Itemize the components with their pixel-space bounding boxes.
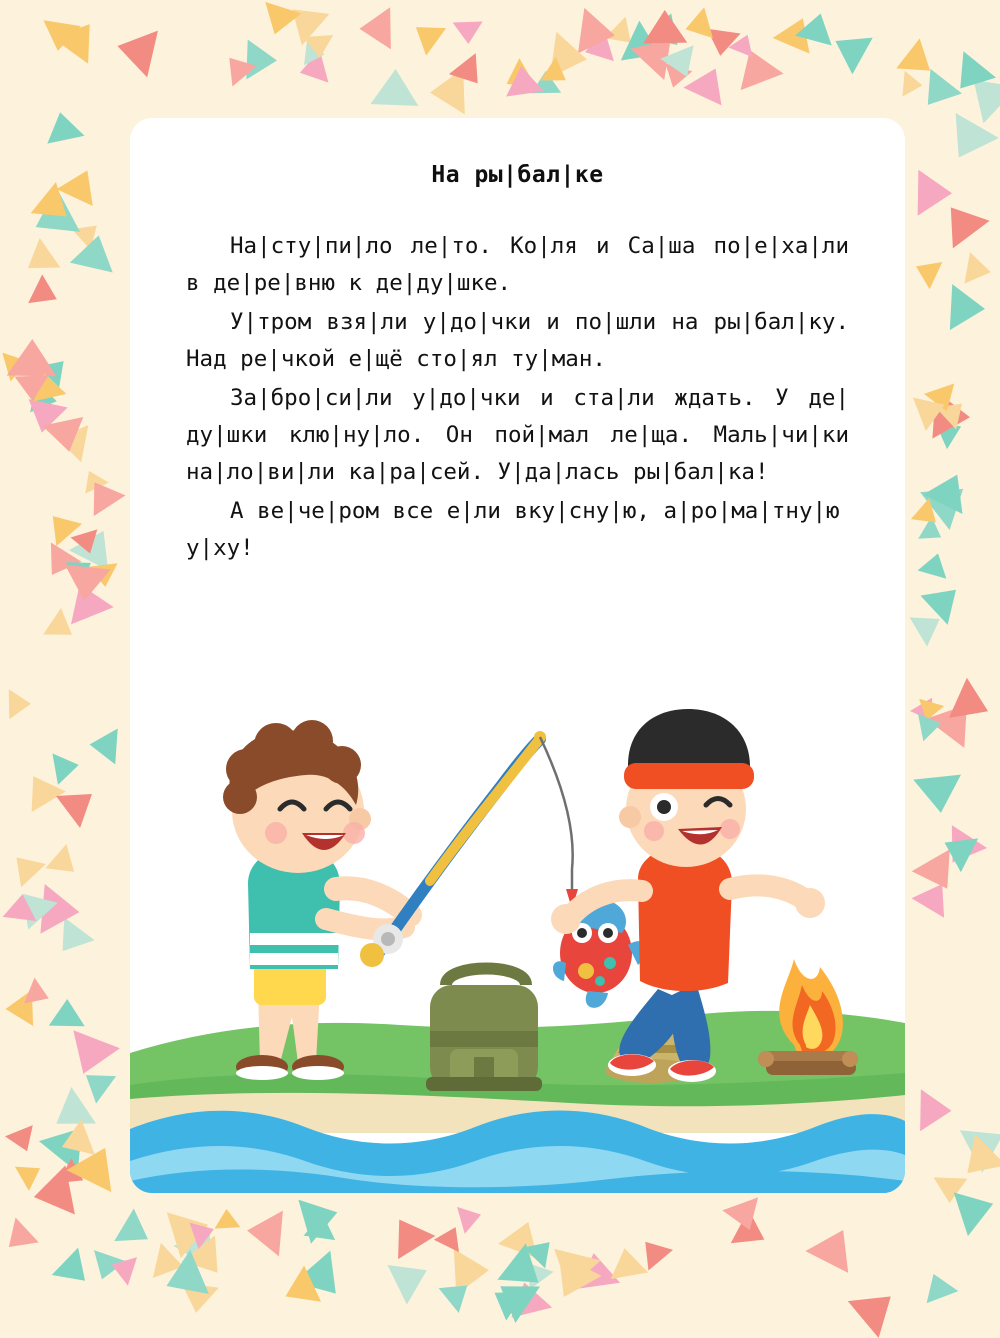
confetti-triangle bbox=[303, 35, 334, 59]
confetti-triangle bbox=[88, 727, 117, 765]
confetti-triangle bbox=[541, 57, 574, 92]
confetti-triangle bbox=[56, 778, 104, 828]
story-illustration bbox=[130, 633, 905, 1193]
confetti-triangle bbox=[86, 1250, 126, 1285]
confetti-triangle bbox=[944, 51, 996, 102]
confetti-triangle bbox=[5, 990, 33, 1027]
confetti-triangle bbox=[643, 9, 688, 43]
confetti-triangle bbox=[30, 381, 60, 417]
confetti-triangle bbox=[167, 1202, 215, 1258]
confetti-triangle bbox=[170, 1262, 206, 1301]
confetti-triangle bbox=[910, 697, 942, 727]
confetti-triangle bbox=[113, 23, 159, 78]
confetti-triangle bbox=[503, 63, 545, 96]
confetti-triangle bbox=[683, 60, 734, 106]
confetti-triangle bbox=[952, 1134, 1000, 1188]
confetti-triangle bbox=[7, 339, 58, 377]
confetti-triangle bbox=[359, 8, 391, 51]
confetti-triangle bbox=[449, 53, 491, 94]
confetti-triangle bbox=[498, 59, 535, 99]
illustration-svg bbox=[130, 633, 905, 1193]
confetti-triangle bbox=[910, 605, 949, 647]
confetti-triangle bbox=[948, 677, 996, 731]
confetti-triangle bbox=[660, 46, 703, 85]
confetti-triangle bbox=[245, 1208, 283, 1257]
confetti-triangle bbox=[43, 608, 81, 648]
confetti-triangle bbox=[406, 13, 446, 55]
confetti-triangle bbox=[380, 1208, 435, 1259]
confetti-triangle bbox=[504, 1278, 552, 1318]
story-paragraph-4: А ве|че|ром все е|ли вку|сну|ю, а|ро|ма|тну|ю у|ху! bbox=[186, 498, 840, 561]
confetti-triangle bbox=[580, 29, 614, 69]
confetti-triangle bbox=[937, 113, 999, 170]
confetti-triangle bbox=[453, 21, 484, 44]
confetti-triangle bbox=[429, 68, 465, 115]
confetti-triangle bbox=[439, 1273, 478, 1313]
confetti-triangle bbox=[52, 1248, 99, 1295]
confetti-triangle bbox=[703, 29, 740, 58]
confetti-triangle bbox=[46, 844, 85, 884]
confetti-triangle bbox=[387, 1251, 436, 1305]
confetti-triangle bbox=[2, 347, 31, 382]
confetti-triangle bbox=[542, 1254, 601, 1308]
page-title: На ры|бал|ке bbox=[431, 162, 604, 188]
confetti-triangle bbox=[174, 1218, 229, 1269]
confetti-triangle bbox=[918, 710, 944, 741]
confetti-triangle bbox=[578, 8, 618, 58]
confetti-triangle bbox=[304, 40, 326, 68]
confetti-triangle bbox=[38, 1112, 100, 1172]
confetti-triangle bbox=[722, 1198, 767, 1237]
confetti-triangle bbox=[933, 390, 972, 440]
confetti-triangle bbox=[279, 0, 330, 45]
story-paragraph-1: На|сту|пи|ло ле|то. Ко|ля и Са|ша по|е|ха|ли в де|ре|вню к де|ду|шке. bbox=[186, 233, 849, 296]
story-paragraph-3: За|бро|си|ли у|до|чки и ста|ли ждать. У де|ду|шки клю|ну|ло. Он пой|мал ле|ща. Маль|чи|ки на|ло|ви|ли ка|ра|сей. У|да|лась ры|бал|ка! bbox=[186, 385, 849, 485]
confetti-triangle bbox=[298, 1190, 343, 1244]
confetti-triangle bbox=[605, 1245, 647, 1279]
confetti-triangle bbox=[56, 1119, 96, 1165]
confetti-triangle bbox=[3, 892, 40, 921]
confetti-triangle bbox=[434, 1221, 468, 1252]
confetti-triangle bbox=[44, 1088, 96, 1143]
confetti-triangle bbox=[956, 61, 1000, 123]
confetti-triangle bbox=[114, 1209, 158, 1256]
confetti-triangle bbox=[76, 1062, 116, 1104]
confetti-triangle bbox=[917, 1268, 958, 1304]
confetti-triangle bbox=[805, 1219, 864, 1273]
confetti-triangle bbox=[912, 69, 962, 117]
confetti-triangle bbox=[58, 575, 113, 624]
confetti-triangle bbox=[69, 521, 123, 570]
confetti-triangle bbox=[910, 498, 944, 533]
confetti-triangle bbox=[921, 1089, 953, 1132]
confetti-triangle bbox=[954, 1182, 1000, 1236]
confetti-triangle bbox=[294, 1251, 354, 1310]
confetti-triangle bbox=[9, 689, 32, 719]
confetti-triangle bbox=[277, 1266, 321, 1315]
confetti-triangle bbox=[913, 388, 951, 431]
confetti-triangle bbox=[918, 169, 953, 216]
confetti-triangle bbox=[936, 393, 973, 430]
confetti-triangle bbox=[24, 978, 54, 1012]
confetti-triangle bbox=[631, 24, 688, 80]
confetti-triangle bbox=[153, 1243, 187, 1284]
confetti-triangle bbox=[60, 1030, 120, 1082]
confetti-triangle bbox=[932, 194, 989, 249]
confetti-triangle bbox=[730, 1210, 773, 1257]
confetti-triangle bbox=[488, 1268, 540, 1323]
confetti-triangle bbox=[24, 188, 80, 250]
confetti-triangle bbox=[497, 1244, 552, 1301]
confetti-triangle bbox=[498, 1215, 548, 1258]
confetti-triangle bbox=[773, 11, 822, 54]
confetti-triangle bbox=[39, 21, 81, 55]
confetti-triangle bbox=[660, 63, 693, 91]
confetti-triangle bbox=[633, 1232, 673, 1271]
confetti-triangle bbox=[217, 48, 257, 87]
confetti-triangle bbox=[303, 1212, 338, 1240]
confetti-triangle bbox=[77, 466, 109, 494]
confetti-triangle bbox=[31, 182, 79, 232]
confetti-triangle bbox=[58, 1158, 90, 1193]
confetti-triangle bbox=[61, 565, 110, 604]
confetti-triangle bbox=[531, 71, 561, 94]
confetti-triangle bbox=[918, 516, 948, 548]
confetti-triangle bbox=[246, 39, 277, 80]
confetti-triangle bbox=[214, 1208, 241, 1228]
confetti-triangle bbox=[88, 563, 120, 588]
confetti-triangle bbox=[27, 369, 66, 401]
confetti-triangle bbox=[914, 699, 944, 724]
fishing-rod bbox=[360, 731, 578, 967]
confetti-triangle bbox=[189, 1216, 218, 1249]
confetti-triangle bbox=[42, 417, 90, 456]
confetti-triangle bbox=[912, 849, 967, 900]
confetti-triangle bbox=[14, 376, 49, 402]
confetti-triangle bbox=[5, 1125, 41, 1157]
confetti-triangle bbox=[40, 505, 82, 546]
shorts bbox=[254, 963, 326, 1005]
confetti-triangle bbox=[795, 8, 839, 45]
confetti-triangle bbox=[66, 1137, 127, 1192]
confetti-triangle bbox=[37, 351, 74, 388]
confetti-triangle bbox=[949, 284, 985, 332]
confetti-triangle bbox=[454, 1247, 490, 1295]
confetti-triangle bbox=[0, 1218, 39, 1260]
confetti-triangle bbox=[912, 874, 959, 918]
confetti-triangle bbox=[728, 42, 783, 90]
confetti-triangle bbox=[371, 69, 420, 107]
confetti-triangle bbox=[177, 1282, 219, 1315]
confetti-triangle bbox=[66, 551, 99, 586]
confetti-triangle bbox=[923, 465, 977, 514]
confetti-triangle bbox=[485, 1278, 524, 1320]
confetti-triangle bbox=[16, 765, 66, 811]
confetti-triangle bbox=[70, 230, 120, 272]
confetti-triangle bbox=[902, 70, 923, 98]
confetti-triangle bbox=[18, 238, 61, 283]
confetti-triangle bbox=[107, 1250, 137, 1285]
story-text-area bbox=[130, 118, 905, 567]
confetti-triangle bbox=[4, 846, 46, 887]
confetti-triangle bbox=[848, 1278, 906, 1338]
confetti-triangle bbox=[546, 1249, 601, 1296]
story-paragraph-2: У|тром взя|ли у|до|чки и по|шли на ры|бал|ку. Над ре|чкой е|щё сто|ял ту|ман. bbox=[186, 309, 849, 372]
confetti-triangle bbox=[621, 21, 670, 75]
confetti-triangle bbox=[15, 1157, 47, 1192]
confetti-triangle bbox=[935, 825, 977, 872]
confetti-triangle bbox=[605, 17, 642, 54]
confetti-triangle bbox=[29, 1166, 75, 1222]
confetti-triangle bbox=[932, 1177, 967, 1203]
confetti-triangle bbox=[825, 23, 872, 75]
confetti-triangle bbox=[572, 1250, 620, 1289]
confetti-triangle bbox=[960, 1114, 1000, 1173]
confetti-triangle bbox=[70, 529, 103, 557]
confetti-triangle bbox=[53, 420, 88, 463]
confetti-triangle bbox=[516, 1254, 553, 1290]
backpack bbox=[426, 969, 542, 1092]
confetti-triangle bbox=[182, 1235, 234, 1285]
confetti-triangle bbox=[935, 825, 987, 874]
confetti-triangle bbox=[964, 252, 993, 288]
confetti-triangle bbox=[157, 1250, 209, 1308]
confetti-triangle bbox=[41, 108, 84, 143]
confetti-triangle bbox=[8, 880, 58, 929]
confetti-triangle bbox=[47, 917, 94, 962]
confetti-triangle bbox=[295, 50, 328, 89]
confetti-triangle bbox=[728, 30, 759, 57]
confetti-triangle bbox=[913, 775, 965, 816]
confetti-triangle bbox=[53, 749, 82, 785]
confetti-triangle bbox=[910, 253, 943, 289]
confetti-triangle bbox=[935, 413, 967, 449]
confetti-triangle bbox=[918, 549, 953, 578]
confetti-triangle bbox=[550, 32, 590, 82]
confetti-triangle bbox=[56, 162, 105, 206]
confetti-triangle bbox=[72, 215, 106, 250]
confetti-triangle bbox=[79, 472, 126, 516]
confetti-triangle bbox=[28, 275, 64, 314]
confetti-triangle bbox=[52, 12, 107, 65]
confetti-triangle bbox=[897, 38, 942, 85]
confetti-triangle bbox=[457, 1201, 485, 1234]
confetti-triangle bbox=[40, 884, 81, 937]
confetti-triangle bbox=[926, 690, 986, 748]
page-card bbox=[130, 118, 905, 1193]
confetti-triangle bbox=[49, 999, 85, 1027]
confetti-triangle bbox=[257, 2, 302, 40]
confetti-triangle bbox=[37, 542, 82, 584]
confetti-triangle bbox=[681, 7, 713, 44]
confetti-triangle bbox=[924, 383, 962, 416]
confetti-triangle bbox=[921, 470, 979, 530]
confetti-triangle bbox=[524, 1232, 561, 1269]
confetti-triangle bbox=[22, 399, 67, 437]
confetti-triangle bbox=[645, 14, 690, 59]
confetti-triangle bbox=[920, 575, 969, 625]
